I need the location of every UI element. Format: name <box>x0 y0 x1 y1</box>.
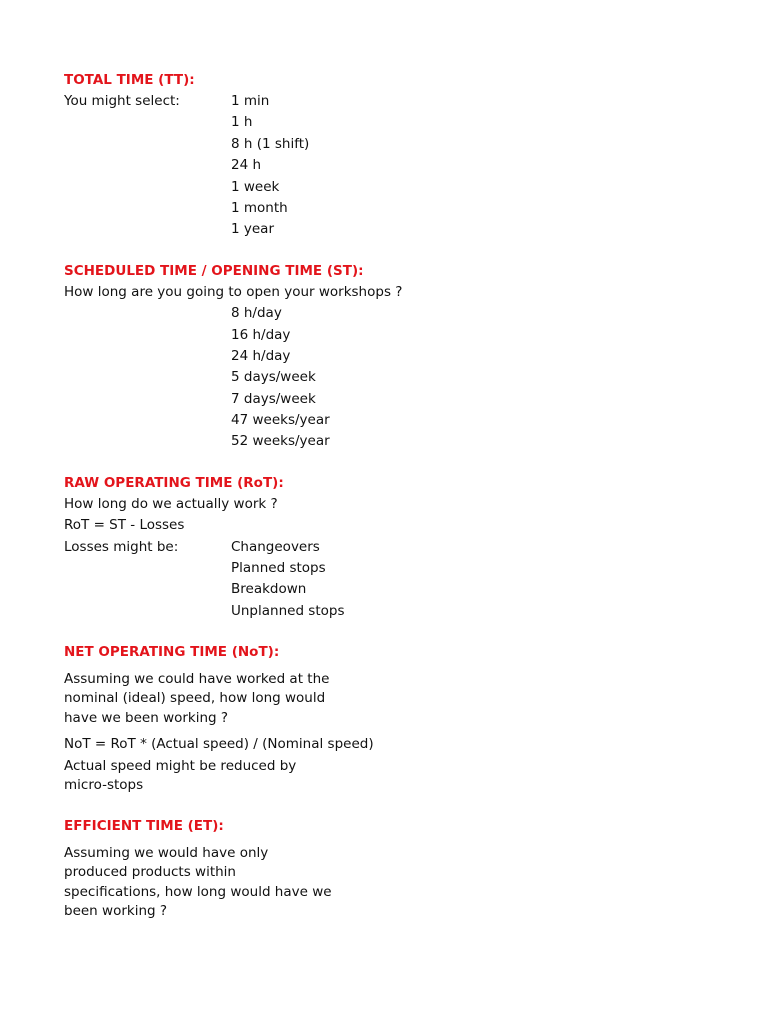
option-item: 16 h/day <box>231 326 291 343</box>
option-item: 7 days/week <box>231 390 316 407</box>
section-heading-total-time: TOTAL TIME (TT): <box>64 72 195 88</box>
option-item: Planned stops <box>231 560 326 577</box>
option-row <box>64 537 704 558</box>
section-heading-raw-operating-time: RAW OPERATING TIME (RoT): <box>64 474 284 491</box>
formula-text: NoT = RoT * (Actual speed) / (Nominal speed) <box>64 735 374 752</box>
option-row <box>64 303 704 324</box>
option-item: 8 h/day <box>231 305 282 322</box>
option-item: Changeovers <box>231 538 320 555</box>
option-item: 24 h/day <box>231 347 291 364</box>
option-row <box>64 91 704 112</box>
section-efficient-time <box>64 816 704 921</box>
option-item: 24 h <box>231 157 262 174</box>
option-item: 1 week <box>231 178 280 195</box>
formula-text: RoT = ST - Losses <box>64 517 185 534</box>
option-item: 52 weeks/year <box>231 433 330 450</box>
option-item: 5 days/week <box>231 369 316 386</box>
option-item: 1 min <box>231 93 270 109</box>
option-row <box>64 579 704 600</box>
option-item: 1 month <box>231 199 288 216</box>
section-net-operating-time <box>64 642 704 795</box>
option-row <box>64 601 704 622</box>
section-heading-efficient-time: EFFICIENT TIME (ET): <box>64 818 224 835</box>
option-row <box>64 198 704 219</box>
option-row <box>64 177 704 198</box>
question-text: How long are you going to open your workshops ? <box>64 283 403 300</box>
option-row <box>64 389 704 410</box>
note-text: Actual speed might be reduced by micro-stops <box>64 757 297 794</box>
question-text: How long do we actually work ? <box>64 495 278 512</box>
section-heading-scheduled-time: SCHEDULED TIME / OPENING TIME (ST): <box>64 262 364 279</box>
select-label: You might select: <box>64 93 180 109</box>
section-heading-net-operating-time: NET OPERATING TIME (NoT): <box>64 644 280 661</box>
option-item: 1 year <box>231 221 274 238</box>
section-total-time <box>64 70 704 241</box>
option-row <box>64 325 704 346</box>
option-row <box>64 410 704 431</box>
option-row <box>64 219 704 240</box>
document-page <box>64 70 704 921</box>
option-item: 47 weeks/year <box>231 412 330 429</box>
option-row <box>64 134 704 155</box>
option-item: Breakdown <box>231 581 307 598</box>
option-row <box>64 346 704 367</box>
losses-label: Losses might be: <box>64 538 179 555</box>
option-row <box>64 431 704 452</box>
option-row <box>64 558 704 579</box>
option-row <box>64 367 704 388</box>
option-row <box>64 155 704 176</box>
option-item: Unplanned stops <box>231 602 345 619</box>
option-item: 8 h (1 shift) <box>231 135 310 152</box>
option-item: 1 h <box>231 114 253 131</box>
section-raw-operating-time <box>64 473 704 622</box>
paragraph-text: Assuming we would have only produced products within specifications, how long would have we been working ? <box>64 845 332 919</box>
paragraph-text: Assuming we could have worked at the nominal (ideal) speed, how long would have we been working ? <box>64 671 330 726</box>
option-row <box>64 112 704 133</box>
section-scheduled-time <box>64 261 704 453</box>
